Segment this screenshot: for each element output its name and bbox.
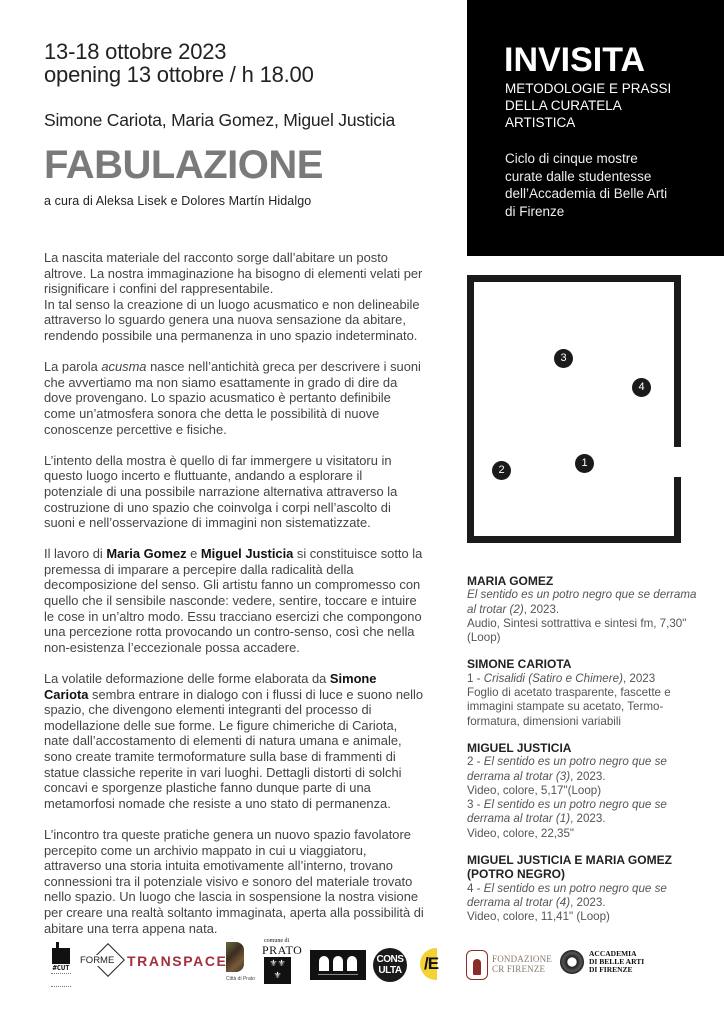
cut-logo — [50, 942, 72, 986]
arch-icon — [347, 956, 357, 971]
emphasis-term: acusma — [101, 359, 147, 375]
accademia-label: DI BELLE ARTI — [589, 957, 645, 966]
paragraph-text: nasce nell’antichità greca per descrivere i suoni che avvertiamo ma non siamo esattamente in grado di dire da dove provengano. Lo spazio acusmatico è pertanto definibile come un’atmosfera sonora che detta le possibilità di nuove conoscenze percettive e fisiche. — [44, 359, 421, 437]
officine-underline — [318, 974, 358, 975]
work-details: Video, colore, 11,41" (Loop) — [467, 910, 610, 924]
cut-dots — [51, 973, 71, 987]
series-subtitle — [505, 80, 715, 131]
work-title: El sentido es un potro negro que se derrama al trotar (1) — [467, 798, 667, 826]
work-number: 1 - — [467, 671, 484, 685]
paragraph — [44, 671, 424, 811]
series-description — [505, 150, 715, 220]
caption-artist: MIGUEL JUSTICIA E MARIA GOMEZ (POTRO NEGRO) — [467, 853, 672, 882]
fondazione-frame-icon — [466, 950, 488, 980]
caption-work — [467, 672, 707, 686]
caption-work — [467, 798, 707, 827]
caption-maria-gomez — [467, 574, 707, 645]
curators-credit: a cura di Aleksa Lisek e Dolores Martín Hidalgo — [44, 194, 312, 208]
wall-top — [467, 275, 681, 282]
paragraph — [44, 250, 424, 297]
series-description-line: dell’Accademia di Belle Arti — [505, 186, 668, 201]
comune-prato-logo — [262, 938, 304, 988]
officine-giovani-logo — [310, 950, 366, 980]
dates-range: 13-18 ottobre 2023 — [44, 39, 227, 64]
paragraph-text: L’intento della mostra è quello di far immergere u visitatoru in questo luogo incerto e fluttuante, andando a esplorare il potenziale di una possibile narrazione alternativa attraverso la costruzione di uno spazio che coinvolga i corpi nell’ascolto di suoni e nell’osservazione di immagini non sistematizzate. — [44, 452, 398, 531]
caption-artist: MIGUEL JUSTICIA — [467, 740, 572, 755]
caption-artist: SIMONE CARIOTA — [467, 657, 572, 672]
artists-list: Simone Cariota, Maria Gomez, Miguel Justicia — [44, 110, 396, 130]
sponsor-logos — [0, 938, 724, 988]
work-details: Video, colore, 5,17"(Loop) — [467, 783, 602, 797]
figure-icon — [473, 959, 481, 975]
paragraph-text: L’incontro tra queste pratiche genera un nuovo spazio favolatore percepito come un archivio mappato in cui u viaggiatoru, attraverso una storia intuita emotivamente all’interno, trovano connessioni tra il potenziale visivo e sonoro del materiale trovato nello spazio. Un luogo che lascia in sospensione la nostra visione per creare una realtà soltanto immaginata, aperta alla possibilità di abitare una terra appena nata. — [44, 826, 424, 936]
transpace-logo: TRANSPACE — [127, 953, 228, 969]
series-subtitle-line: METODOLOGIE E PRASSI — [505, 81, 672, 96]
arch-icon — [319, 956, 329, 971]
accademia-label: DI FIRENZE — [589, 965, 633, 974]
consulta-label-top: CONS — [376, 954, 404, 965]
series-description-line: Ciclo di cinque mostre — [505, 151, 638, 166]
citta-label: Città di Prato — [226, 976, 255, 982]
accademia-label: ACCADEMIA — [589, 949, 637, 958]
paragraph — [44, 546, 424, 655]
paragraph — [44, 827, 424, 936]
series-subtitle-line: DELLA CURATELA — [505, 98, 622, 113]
paragraph — [44, 297, 424, 344]
paragraph-text: La nascita materiale del racconto sorge dall’abitare un posto altrove. La nostra immaginazione ha bisogno di elementi velati per risignificare i confini del rappresentabile. — [44, 250, 423, 297]
caption-miguel-justicia — [467, 741, 707, 841]
citta-di-prato-logo — [226, 942, 262, 986]
e-logo-label: /E — [424, 954, 439, 973]
work-details: Foglio di acetato trasparente, fascette e immagini stampate su acetato, Termo-formatura, dimensioni variabili — [467, 686, 671, 728]
paragraph-text: In tal senso la creazione di un luogo acusmatico e non delineabile attraverso lo sguardo genera una nuova sensazione da abitare, rendendo possibile una permanenza in uno spazio indeterminato. — [44, 296, 420, 343]
work-year: , 2023. — [523, 602, 560, 616]
consulta-label-bottom: ULTA — [378, 965, 402, 976]
opening-date: opening 13 ottobre / h 18.00 — [44, 62, 314, 87]
marker-1: 1 — [575, 454, 594, 473]
e-logo-cut — [437, 948, 452, 980]
caption-simone-cariota — [467, 657, 707, 728]
caption-potro-negro — [467, 853, 707, 924]
artist-name-bold: Simone Cariota — [44, 671, 377, 702]
fondazione-label: FONDAZIONE — [492, 954, 552, 964]
exhibition-dates — [44, 40, 314, 86]
series-description-line: di Firenze — [505, 203, 565, 219]
marker-4: 4 — [632, 378, 651, 397]
work-title: El sentido es un potro negro que se derrama al trotar (2) — [467, 588, 697, 616]
work-details: Audio, Sintesi sottrattiva e sintesi fm, 7,30" (Loop) — [467, 616, 687, 645]
caption-work — [467, 882, 707, 911]
work-year: , 2023. — [570, 769, 606, 783]
consulta-logo — [373, 948, 407, 982]
work-year: , 2023. — [570, 812, 606, 826]
accademia-seal-icon — [560, 950, 584, 974]
paragraph-text: si constituisce sotto la premessa di imparare a percepire dalla radicalità della decomposizione del senso. Gli artistu fanno un compromesso con quello che il sensibile nasconde: vedere, sentire, toccare e intuire le cose in un’altro modo. Essu tracciano esercizi che compongono una percezione rotta provocando un contro-senso, così che nella non-esistenza l’eccezionale possa accadere. — [44, 546, 423, 655]
fleur-de-lis-icon: ⚜⚜ ⚜ — [264, 957, 291, 984]
caption-artist: MARIA GOMEZ — [467, 574, 554, 588]
work-details: Video, colore, 22,35" — [467, 826, 575, 840]
wall-left — [467, 275, 474, 543]
caption-work — [467, 588, 707, 617]
artist-name-bold: Miguel Justicia — [200, 546, 294, 562]
work-year: , 2023. — [570, 895, 606, 909]
work-number: 2 - — [467, 755, 484, 769]
work-title: Crisalidi (Satiro e Chimere) — [483, 671, 623, 685]
caption-work — [467, 755, 707, 784]
paragraph — [44, 359, 424, 437]
forme-logo — [80, 944, 124, 980]
forme-label: FORME — [80, 955, 115, 966]
series-description-line: curate dalle studentesse — [505, 168, 652, 184]
series-title: INVISITA — [504, 41, 646, 79]
artist-name-bold: Maria Gomez — [106, 546, 187, 562]
p-mosaic-icon — [226, 942, 244, 972]
series-box — [467, 0, 724, 256]
fondazione-cr-firenze-logo — [466, 950, 556, 980]
paragraph — [44, 453, 424, 531]
comune-label: comune di — [264, 938, 290, 944]
work-number: 3 - — [467, 798, 484, 812]
paragraph-text: La volatile deformazione delle forme elaborata da — [44, 671, 330, 687]
e-logo — [420, 948, 452, 980]
work-title: El sentido es un potro negro que se derrama al trotar (4) — [467, 881, 667, 909]
works-captions — [467, 574, 707, 937]
paragraph-text: Il lavoro di — [44, 546, 107, 562]
series-subtitle-line: ARTISTICA — [505, 115, 576, 130]
paragraph-text: sembra entrare in dialogo con i flussi di luce e suono nello spazio, che divengono elementi integranti del processo di modellazione delle sue forme. Le figure chimeriche di Cariota, nate dall’accostamento di elementi di natura umana e animale, sono create tramite termoformature sulla base di frammenti di statue classiche reperite in vari luoghi. Dettagli distorti di solchi concavi e sporgenze plastiche fanno dunque parte di una metamorfosi nomade che resiste a uno stato di permanenza. — [44, 686, 424, 811]
wall-right-upper — [674, 275, 681, 447]
paragraph-text: e — [186, 546, 201, 562]
work-title: El sentido es un potro negro que se derrama al trotar (3) — [467, 755, 667, 783]
wall-bottom — [467, 536, 681, 543]
floor-plan — [467, 275, 681, 543]
wall-right-lower — [674, 477, 681, 543]
building-icon — [52, 948, 70, 964]
work-number: 4 - — [467, 881, 484, 895]
marker-2: 2 — [492, 461, 511, 480]
exhibition-text — [44, 250, 424, 952]
marker-3: 3 — [554, 349, 573, 368]
prato-label: PRATO — [262, 943, 303, 957]
chimney-icon — [56, 942, 59, 950]
exhibition-title: FABULAZIONE — [44, 143, 323, 187]
paragraph-text: La parola — [44, 359, 102, 375]
accademia-logo — [560, 948, 660, 980]
work-year: , 2023 — [622, 671, 656, 685]
fondazione-label: CR FIRENZE — [492, 964, 546, 974]
arch-icon — [333, 956, 343, 971]
cut-label: #CUT — [52, 964, 70, 972]
